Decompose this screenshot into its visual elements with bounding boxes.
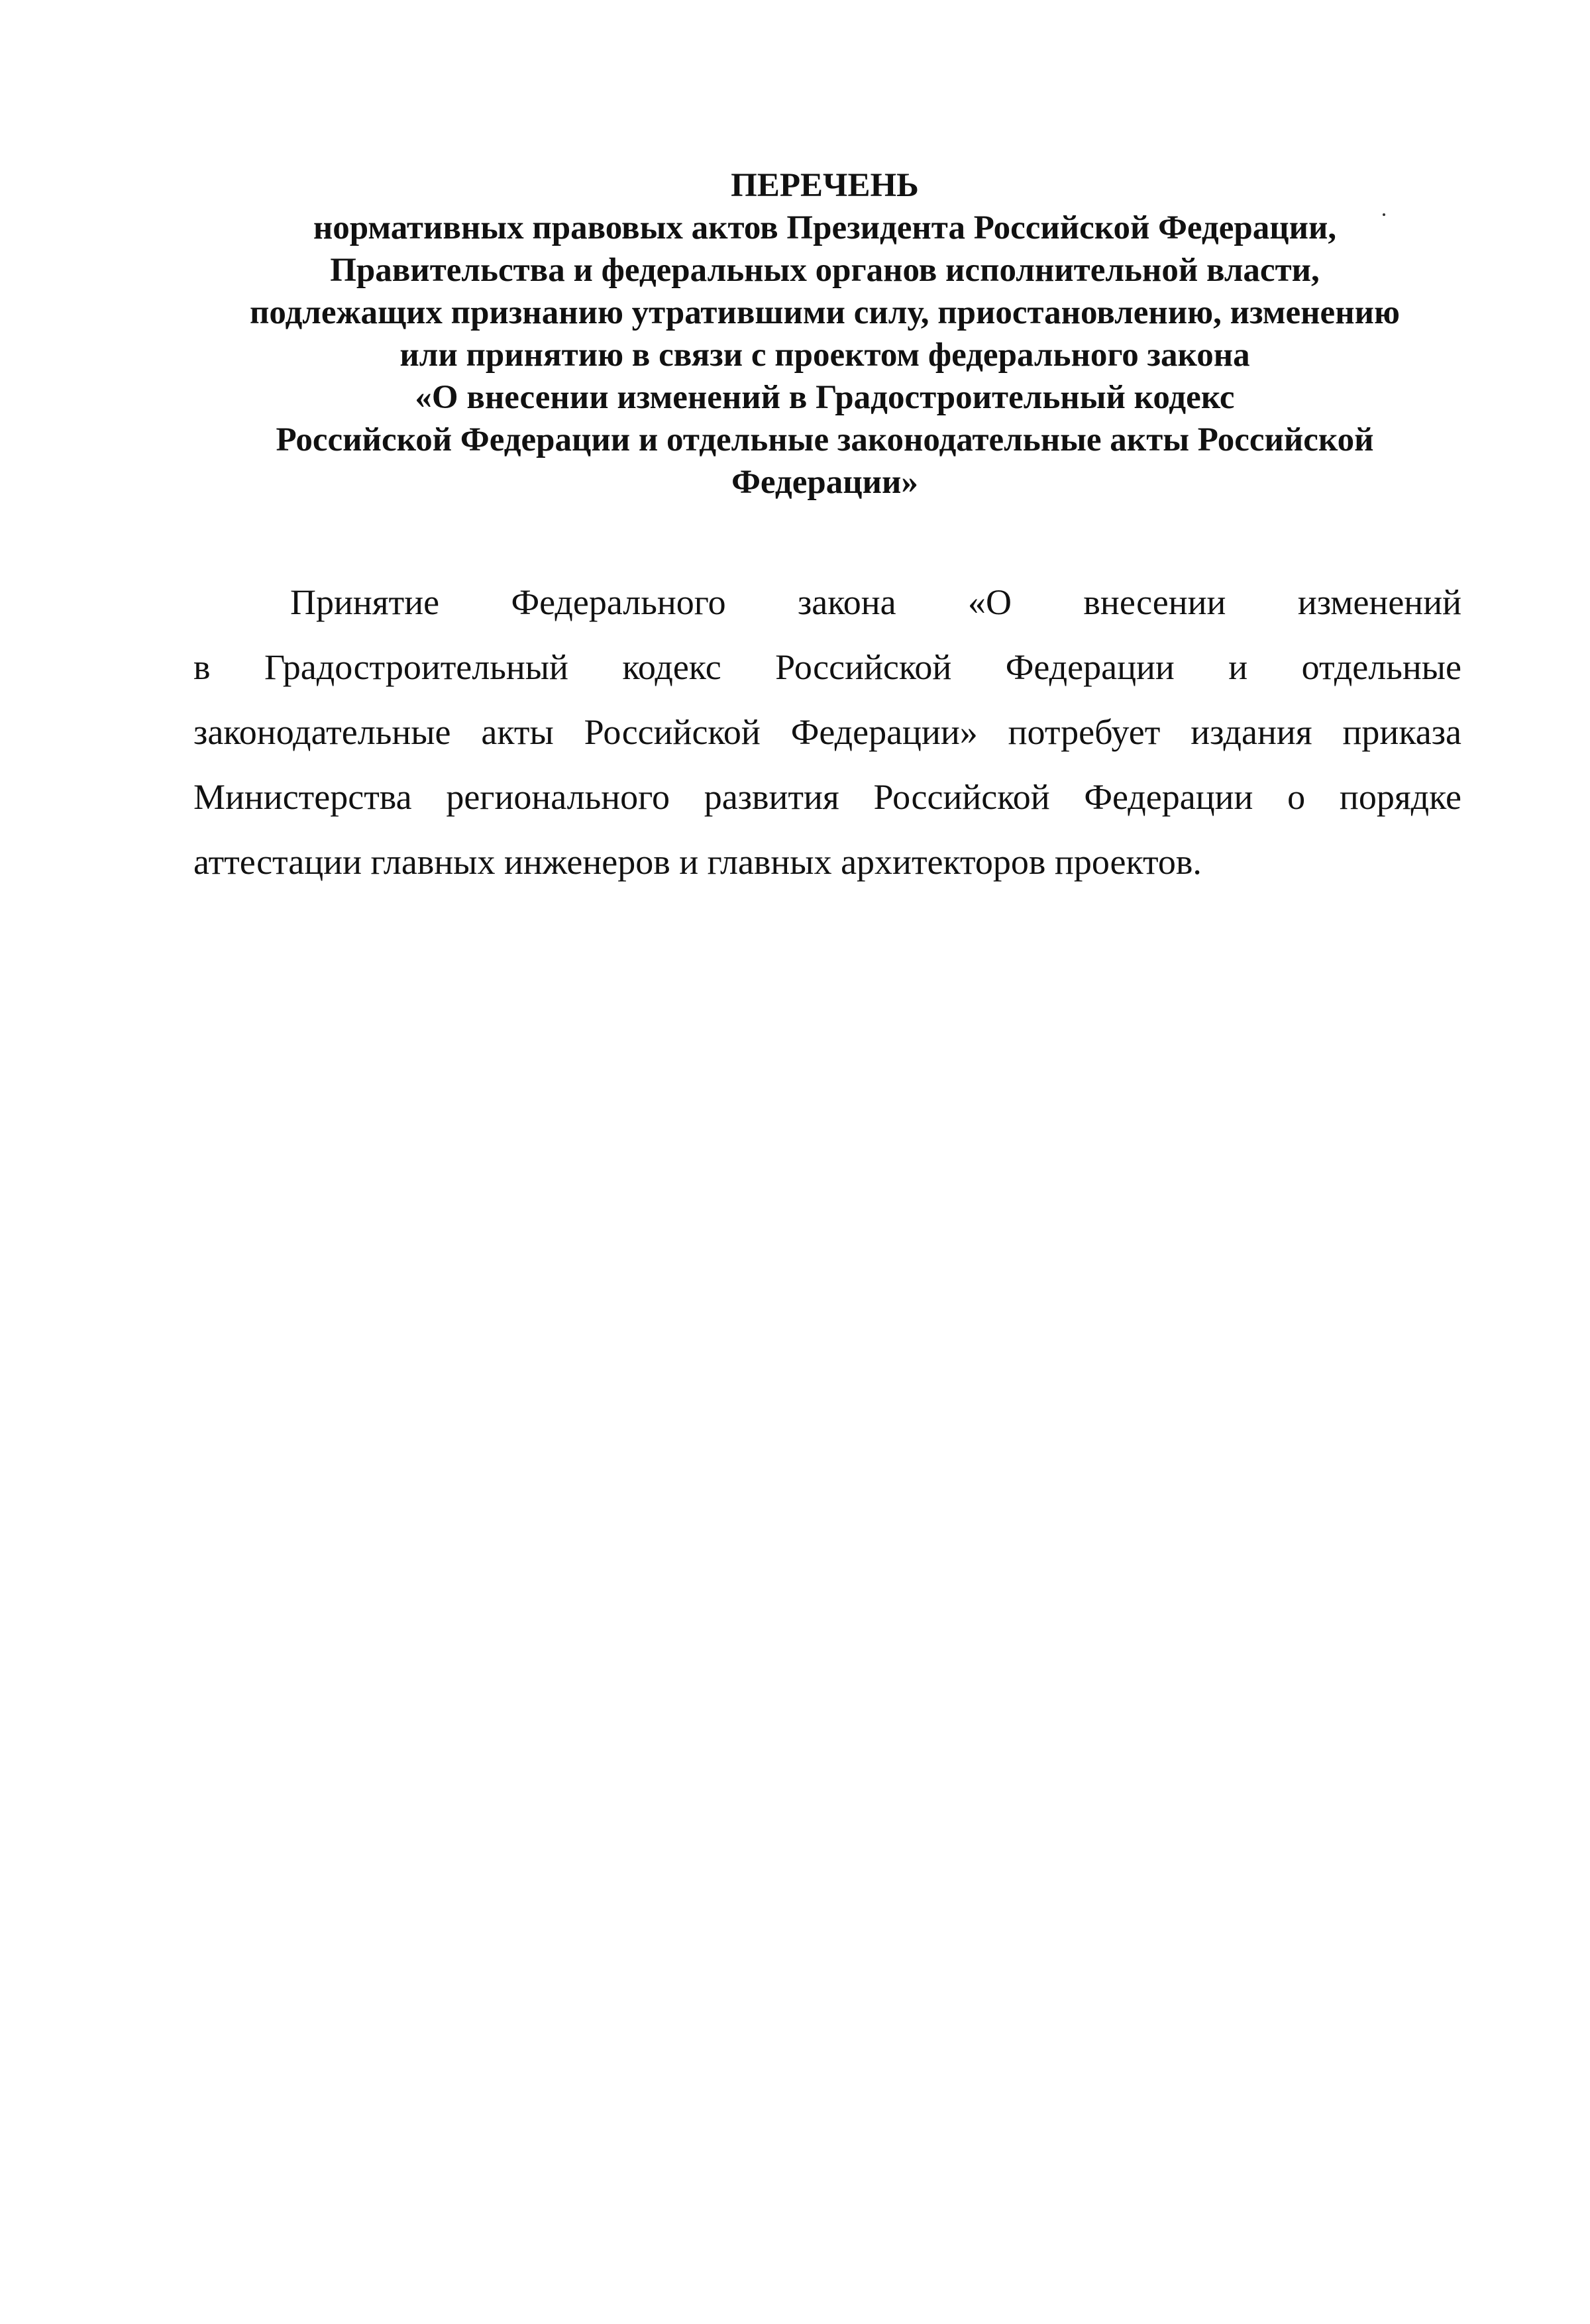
paragraph-line: в Градостроительный кодекс Российской Федерации и отдельные	[193, 647, 1461, 687]
heading-title: ПЕРЕЧЕНЬ	[731, 167, 919, 204]
paragraph-line: Министерства регионального развития Российской Федерации о порядке	[193, 777, 1461, 817]
document-heading	[166, 164, 1484, 503]
heading-line: нормативных правовых актов Президента Российской Федерации,	[313, 209, 1337, 246]
paragraph-line: законодательные акты Российской Федерации» потребует издания приказа	[193, 712, 1461, 752]
heading-line: или принятию в связи с проектом федерального закона	[399, 337, 1250, 374]
paragraph-line: аттестации главных инженеров и главных архитекторов проектов.	[193, 842, 1202, 882]
paragraph-line: Принятие Федерального закона «О внесении изменений	[290, 582, 1461, 622]
heading-line: подлежащих признанию утратившими силу, приостановлению, изменению	[250, 294, 1400, 331]
heading-line: Правительства и федеральных органов исполнительной власти,	[330, 252, 1320, 289]
heading-line: Российской Федерации и отдельные законодательные акты Российской	[276, 421, 1374, 458]
body-paragraph	[193, 570, 1461, 894]
heading-line: «О внесении изменений в Градостроительный кодекс	[415, 379, 1235, 416]
heading-line: Федерации»	[731, 464, 918, 501]
